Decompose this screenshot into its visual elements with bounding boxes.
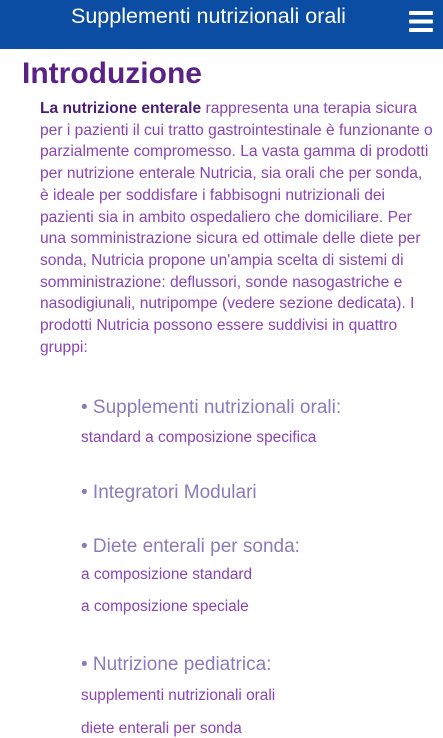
page-title: Introduzione — [22, 57, 202, 90]
group-subitem: diete enterali per sonda — [81, 720, 242, 737]
header-title: Supplementi nutrizionali orali — [71, 4, 346, 28]
group-title: • Nutrizione pediatrica: — [81, 654, 272, 675]
group-subitem: a composizione standard — [81, 566, 253, 583]
hamburger-menu-icon — [408, 9, 434, 35]
intro-body: rappresenta una terapia sicura per i pazienti il cui tratto gastrointestinale è funzionante o parzialmente compromesso. La vasta gamma di prodotti per nutrizione enterale Nutricia, sia orali che per sonda, è ideale per soddisfare i fabbisogni nutrizionali dei pazienti sia in ambito ospedaliero che domiciliare. Per una somministrazione sicura ed ottimale delle diete per sonda, Nutricia propone un'ampia scelta di sistemi di somministrazione: deflussori, sonde nasogastriche e nasodigiunali, nutripompe (vedere sezione dedicata). I prodotti Nutricia possono essere suddivisi in quattro gruppi: — [40, 100, 433, 356]
product-group-oral-supplements — [81, 396, 436, 448]
group-subitem: supplementi nutrizionali orali — [81, 687, 276, 704]
product-group-modular-integrators — [81, 481, 436, 505]
intro-lead: La nutrizione enterale — [40, 100, 202, 117]
product-group-tube-diets — [81, 535, 436, 617]
app-header — [0, 0, 443, 49]
group-title: • Diete enterali per sonda: — [81, 536, 300, 557]
hamburger-menu-button[interactable] — [408, 9, 434, 35]
group-title: • Supplementi nutrizionali orali: — [81, 397, 342, 418]
intro-paragraph — [40, 98, 435, 358]
group-title: • Integratori Modulari — [81, 482, 257, 503]
group-subitem: a composizione speciale — [81, 598, 249, 615]
product-group-pediatric-nutrition — [81, 653, 436, 738]
group-subitem: standard a composizione specifica — [81, 429, 317, 446]
main-content[interactable] — [0, 49, 443, 738]
